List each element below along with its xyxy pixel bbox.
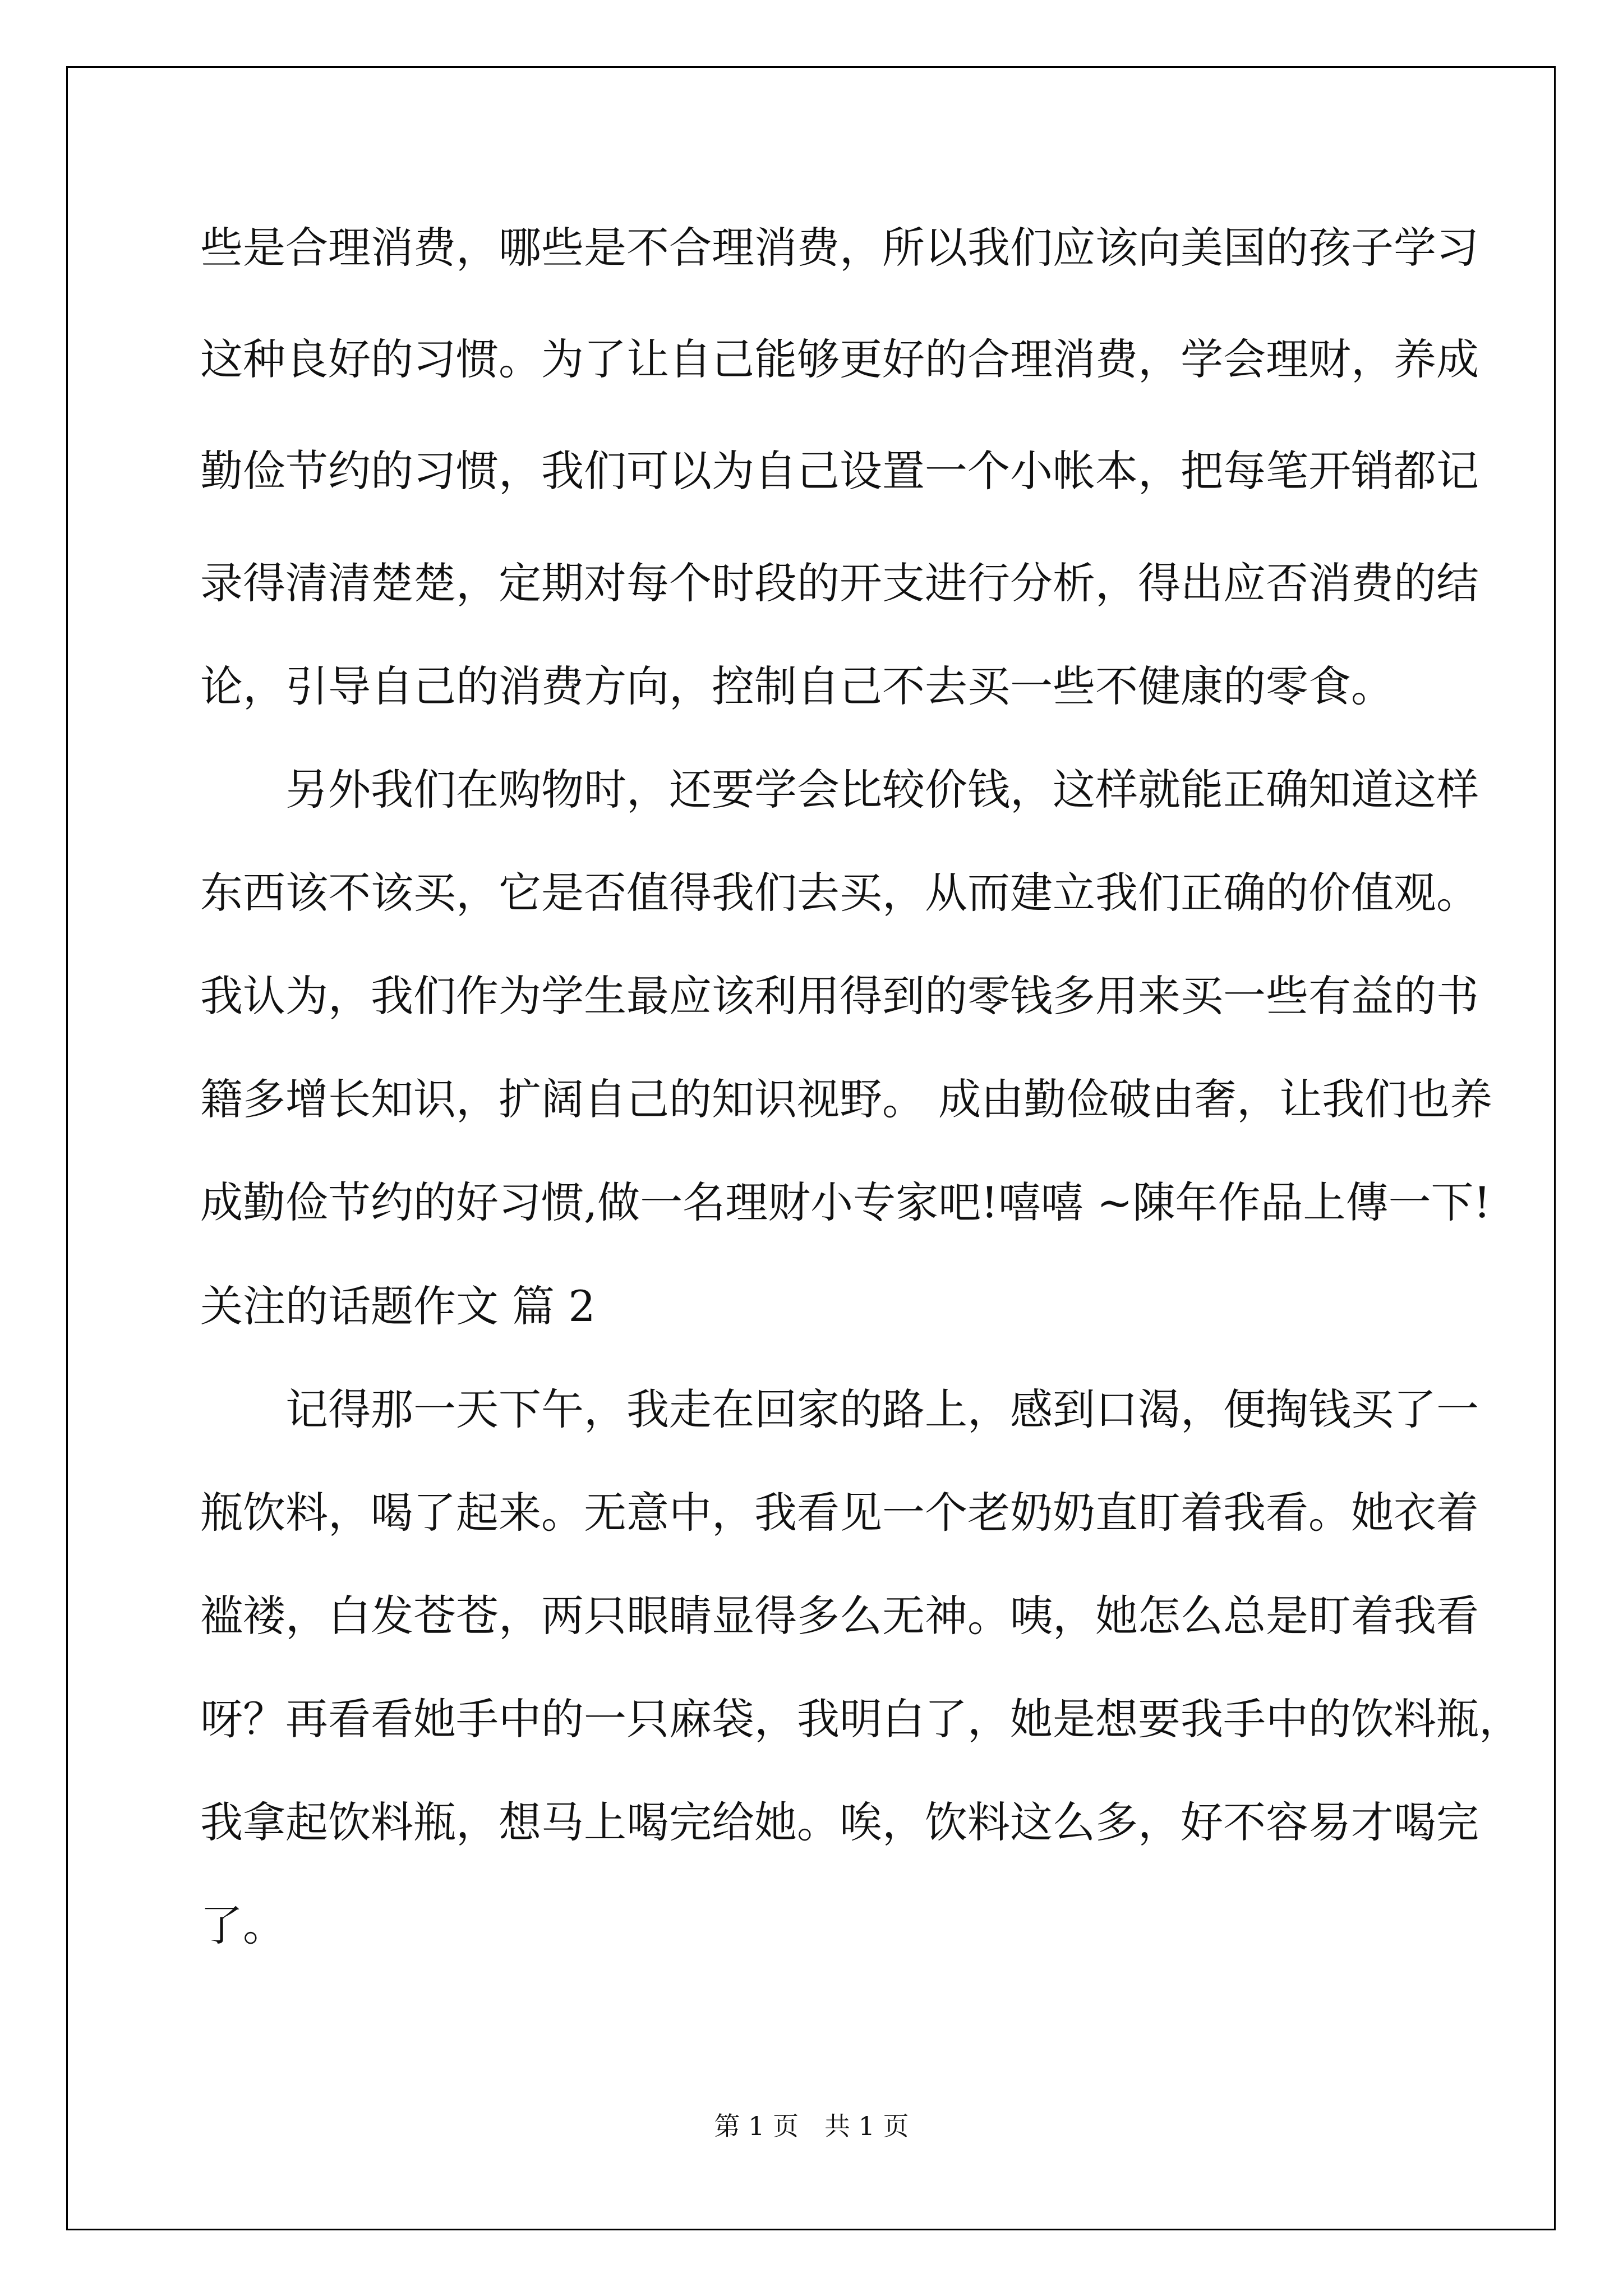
text-line: 瓶饮料，喝了起来。无意中，我看见一个老奶奶直盯着我看。她衣着	[200, 1488, 1479, 1538]
text-line: 呀？再看看她手中的一只麻袋，我明白了，她是想要我手中的饮料瓶，	[200, 1694, 1521, 1744]
paragraph-first-line: 另外我们在购物时，还要学会比较价钱，这样就能正确知道这样	[200, 765, 1479, 815]
text-line: 籍多增长知识，扩阔自己的知识视野。 成由勤俭破由奢，让我们也养	[200, 1074, 1493, 1124]
paragraph-first-line: 记得那一天下午，我走在回家的路上，感到口渴，便掏钱买了一	[200, 1384, 1479, 1434]
text-line: 论，引导自己的消费方向，控制自己不去买一些不健康的零食。	[200, 661, 1394, 711]
text-line: 勤俭节约的习惯，我们可以为自己设置一个小帐本，把每笔开销都记	[200, 446, 1479, 496]
text-line: 褴褛，白发苍苍，两只眼睛显得多么无神。咦，她怎么总是盯着我看	[200, 1591, 1479, 1641]
page-border	[66, 66, 1556, 2230]
text-line: 成勤俭节约的好习惯,做一名理财小专家吧!嘻嘻 ~陳年作品上傳一下!	[200, 1177, 1491, 1227]
text-line: 我认为，我们作为学生最应该利用得到的零钱多用来买一些有益的书	[200, 971, 1479, 1021]
text-line: 我拿起饮料瓶，想马上喝完给她。唉，饮料这么多，好不容易才喝完	[200, 1797, 1479, 1847]
section-heading: 关注的话题作文 篇 2	[200, 1281, 596, 1331]
text-line: 些是合理消费，哪些是不合理消费，所以我们应该向美国的孩子学习	[200, 223, 1479, 273]
page-footer: 第 1 页 共 1 页	[714, 2111, 909, 2141]
text-line: 了。	[200, 1901, 285, 1950]
text-line: 录得清清楚楚，定期对每个时段的开支进行分析，得出应否消费的结	[200, 558, 1479, 608]
text-line: 东西该不该买，它是否值得我们去买，从而建立我们正确的价值观。	[200, 868, 1479, 918]
text-line: 这种良好的习惯。为了让自己能够更好的合理消费，学会理财，养成	[200, 334, 1479, 384]
